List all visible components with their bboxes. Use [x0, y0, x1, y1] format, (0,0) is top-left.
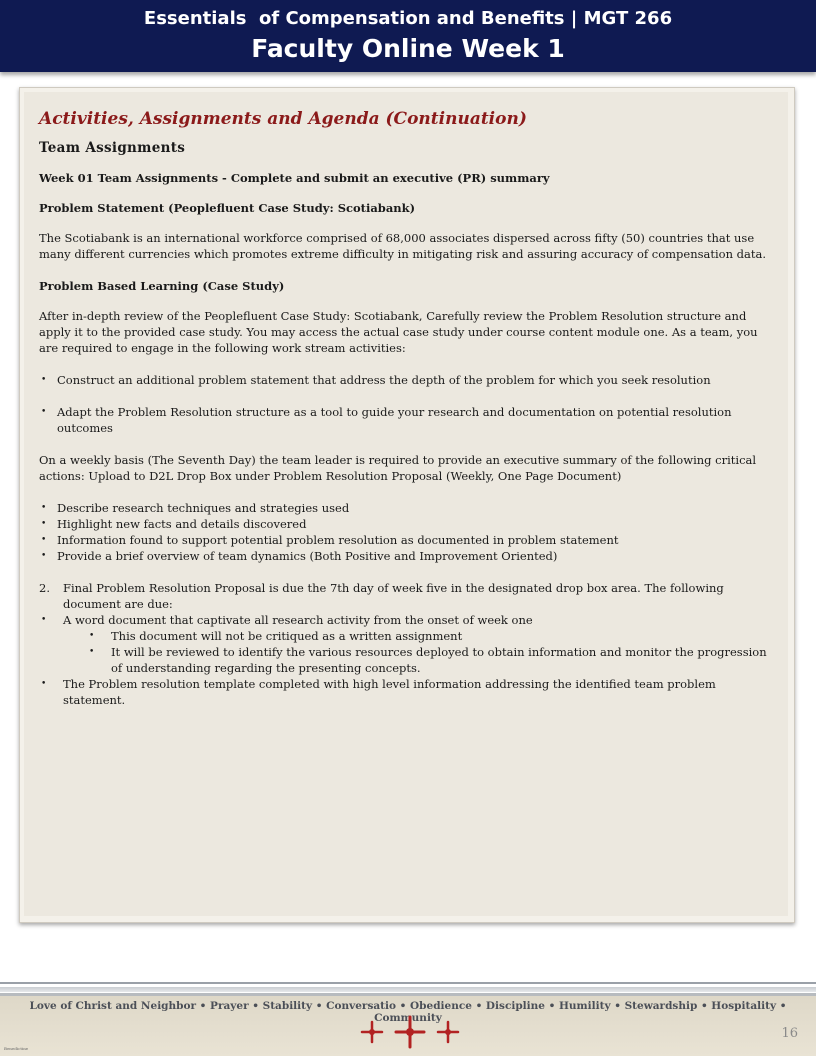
page-header: [0, 0, 816, 72]
page-footer: [0, 996, 816, 1056]
pbl-text: After in-depth review of the Peoplefluent Case Study: Scotiabank, Carefully review the Problem Resolution structure and apply it to the provided case study. You may access the actual case study under course content module one. As a team, you are required to engage in the following work stream activities:: [39, 309, 758, 355]
values-line: Love of Christ and Neighbor • Prayer • Stability • Conversatio • Obedience • Discipline • Humility • Stewardship • Hospitality • Community: [29, 1000, 787, 1024]
cross-icon: [396, 1017, 424, 1047]
footer-divider: [0, 987, 816, 992]
list-item: • Information found to support potential problem resolution as documented in problem statement: [41, 533, 619, 547]
pbl-heading: Problem Based Learning (Case Study): [39, 279, 285, 293]
list-item: • Highlight new facts and details discovered: [41, 517, 307, 531]
page-number: 16: [781, 1026, 798, 1041]
problem-statement-text: The Scotiabank is an international workforce comprised of 68,000 associates dispersed across fifty (50) countries that use many different currencies which promotes extreme difficulty in mitigating risk and assuring accuracy of compensation data.: [39, 231, 767, 261]
course-title: Essentials of Compensation and Benefits | MGT 266: [143, 8, 673, 29]
list-item: • A word document that captivate all research activity from the onset of week one: [41, 613, 533, 627]
cross-icon: [438, 1022, 458, 1042]
sub-list-item: • It will be reviewed to identify the various resources deployed to obtain information and monitor the progression of understanding regarding the presenting concepts.: [89, 645, 767, 675]
numbered-item: 2. Final Problem Resolution Proposal is due the 7th day of week five in the designated drop box area. The following document are due:: [39, 581, 724, 611]
cross-icon: [362, 1022, 382, 1042]
problem-statement-heading: Problem Statement (Peoplefluent Case Study: Scotiabank): [39, 201, 416, 215]
week-assignment: Week 01 Team Assignments - Complete and submit an executive (PR) summary: [39, 171, 550, 185]
crosses-emblem: [355, 1014, 465, 1050]
list-item: • Construct an additional problem statement that address the depth of the problem for which you seek resolution: [41, 373, 711, 387]
list-item: • The Problem resolution template completed with high level information addressing the identified team problem statement.: [41, 677, 716, 707]
week-title: Faculty Online Week 1: [251, 34, 565, 63]
footer-divider: [0, 982, 816, 984]
content-body: [39, 108, 767, 708]
sub-list-item: • This document will not be critiqued as a written assignment: [89, 629, 463, 643]
section-title: Activities, Assignments and Agenda (Continuation): [39, 109, 527, 129]
list-item: • Describe research techniques and strategies used: [41, 501, 350, 515]
list-item: • Adapt the Problem Resolution structure as a tool to guide your research and documentation on potential resolution outcomes: [41, 405, 732, 435]
weekly-text: On a weekly basis (The Seventh Day) the team leader is required to provide an executive summary of the following critical actions: Upload to D2L Drop Box under Problem Resolution Proposal (Weekly, One Page Document): [39, 453, 757, 483]
footer-note: Benedictine: [4, 1046, 29, 1051]
content-panel: [24, 92, 788, 916]
list-item: • Provide a brief overview of team dynamics (Both Positive and Improvement Oriented): [41, 549, 558, 563]
team-heading: Team Assignments: [39, 140, 186, 156]
